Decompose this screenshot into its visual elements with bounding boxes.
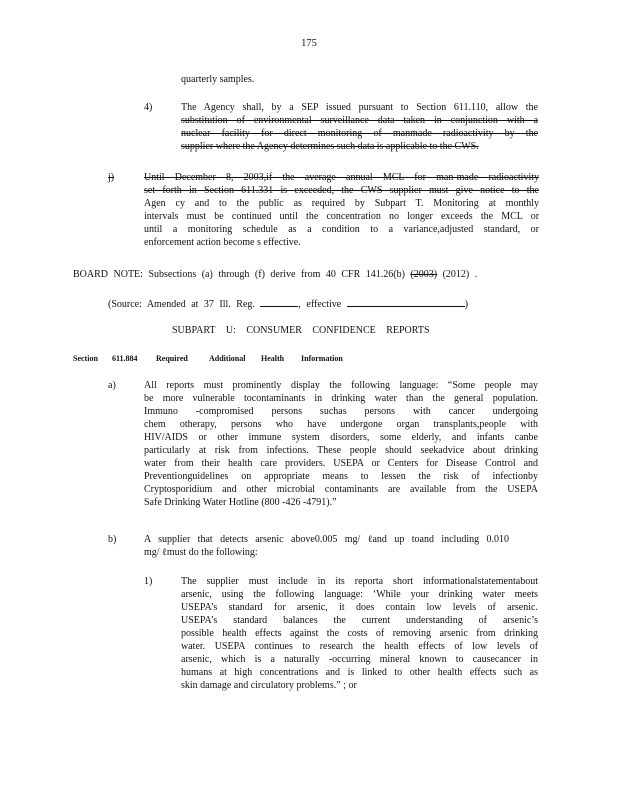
paragraph-line: set forth in Section 611.331 is exceeded, the CWS supplier must give notice to the [144,185,539,196]
paragraph-line: USEPA’s standard balances the current understanding of arsenic’s [181,615,538,626]
volume-blank [260,296,298,307]
section-title-word-3: Health [261,354,285,363]
paragraph-line: enforcement action become s effective. [144,237,301,248]
paragraph-line: Agen cy and to the public as required by Subpart T. Monitoring at monthly [144,198,539,209]
effective-date-blank [347,296,465,307]
subpart-heading: SUBPART U: CONSUMER CONFIDENCE REPORTS [172,325,430,336]
paragraph-line: Preventionguidelines on appropriate means to lessen the risk of infectionby [144,471,539,482]
item-4-marker: 4) [144,102,153,113]
paragraph-line: chem otherapy, persons who have undergone organ transplants,people with [144,419,539,430]
source-end: ) [464,299,469,310]
paragraph-line: Until December 8, 2003,if the average annual MCL for man-made radioactivity [144,172,540,183]
paragraph-line: Immuno -compromised persons suchas persons with cancer undergoing [144,406,539,417]
item-j-paragraph [144,171,539,249]
item-b1-paragraph [181,575,538,692]
item-b1-marker: 1) [144,576,153,587]
source-prefix: (Source: Amended at 37 Ill. Reg. [108,299,255,310]
item-4-paragraph [181,101,538,153]
section-heading [0,352,618,366]
board-note-struck-year: (2003) [410,269,438,280]
board-note-text: BOARD NOTE: Subsections (a) through (f) derive from 40 CFR 141.26(b) [73,269,405,280]
item-a-marker: a) [108,380,116,391]
paragraph-line: possible health effects against the costs of removing arsenic from drinking [181,628,539,639]
item-b-marker: b) [108,534,117,545]
item-j-marker: j) [108,172,115,183]
continuation-text: quarterly samples. [181,74,255,85]
paragraph-line: skin damage and circulatory problems.” ; or [181,680,357,691]
board-note-new-year: (2012) [442,269,470,280]
paragraph-line: mg/ ℓmust do the following: [144,547,258,558]
paragraph-line: water from their health care providers. USEPA or Centers for Disease Control and [144,458,539,469]
board-note [73,268,477,281]
paragraph-line: substitution of environmental surveillance data taken in conjunction with a [181,115,538,126]
section-label: Section [73,354,98,363]
paragraph-line: arsenic, which is a naturally -occurring mineral known to causecancer in [181,654,538,665]
paragraph-line: intervals must be continued until the concentration no longer exceeds the MCL or [144,211,540,222]
paragraph-line: HIV/AIDS or other immune system disorders, some elderly, and infants canbe [144,432,538,443]
paragraph-line: A supplier that detects arsenic above0.005 mg/ ℓand up toand including 0.010 [144,534,510,545]
section-title-word-1: Required [156,354,188,363]
paragraph-line: be more vulnerable tocontaminants in drinking water than the general population. [144,393,538,404]
paragraph-line: Cryptosporidium and other microbial contaminants are available from the USEPA [144,484,538,495]
section-title-word-4: Information [301,354,343,363]
source-line [108,296,468,311]
paragraph-line: USEPA’s standard for arsenic, it does contain low levels of arsenic. [181,602,538,613]
paragraph-line: The Agency shall, by a SEP issued pursuant to Section 611.110, allow the [181,102,538,113]
paragraph-line: supplier where the Agency determines such data is applicable to the CWS. [181,141,479,152]
paragraph-line: particularly at risk from infections. These people should seekadvice about drinking [144,445,538,456]
paragraph-line: until a monitoring schedule as a condition to a variance,adjusted standard, or [144,224,539,235]
item-b-paragraph [144,533,509,559]
paragraph-line: arsenic, using the following language: ‘While your drinking water meets [181,589,538,600]
section-title-word-2: Additional [209,354,246,363]
page-number: 175 [301,38,317,49]
source-middle: , effective [298,299,342,310]
paragraph-line: humans at high concentrations and is linked to other health effects such as [181,667,539,678]
paragraph-line: All reports must prominently display the following language: “Some people may [144,380,539,391]
paragraph-line: The supplier must include in its reporta short informationalstatementabout [181,576,538,587]
section-number: 611.884 [112,354,138,363]
paragraph-line: Safe Drinking Water Hotline (800 -426 -4791).” [144,497,337,508]
paragraph-line: nuclear facility for direct monitoring of manmade radioactivity by the [181,128,539,139]
board-note-period: . [474,269,478,280]
item-a-paragraph [144,379,538,509]
paragraph-line: water. USEPA continues to research the health effects of low levels of [181,641,539,652]
